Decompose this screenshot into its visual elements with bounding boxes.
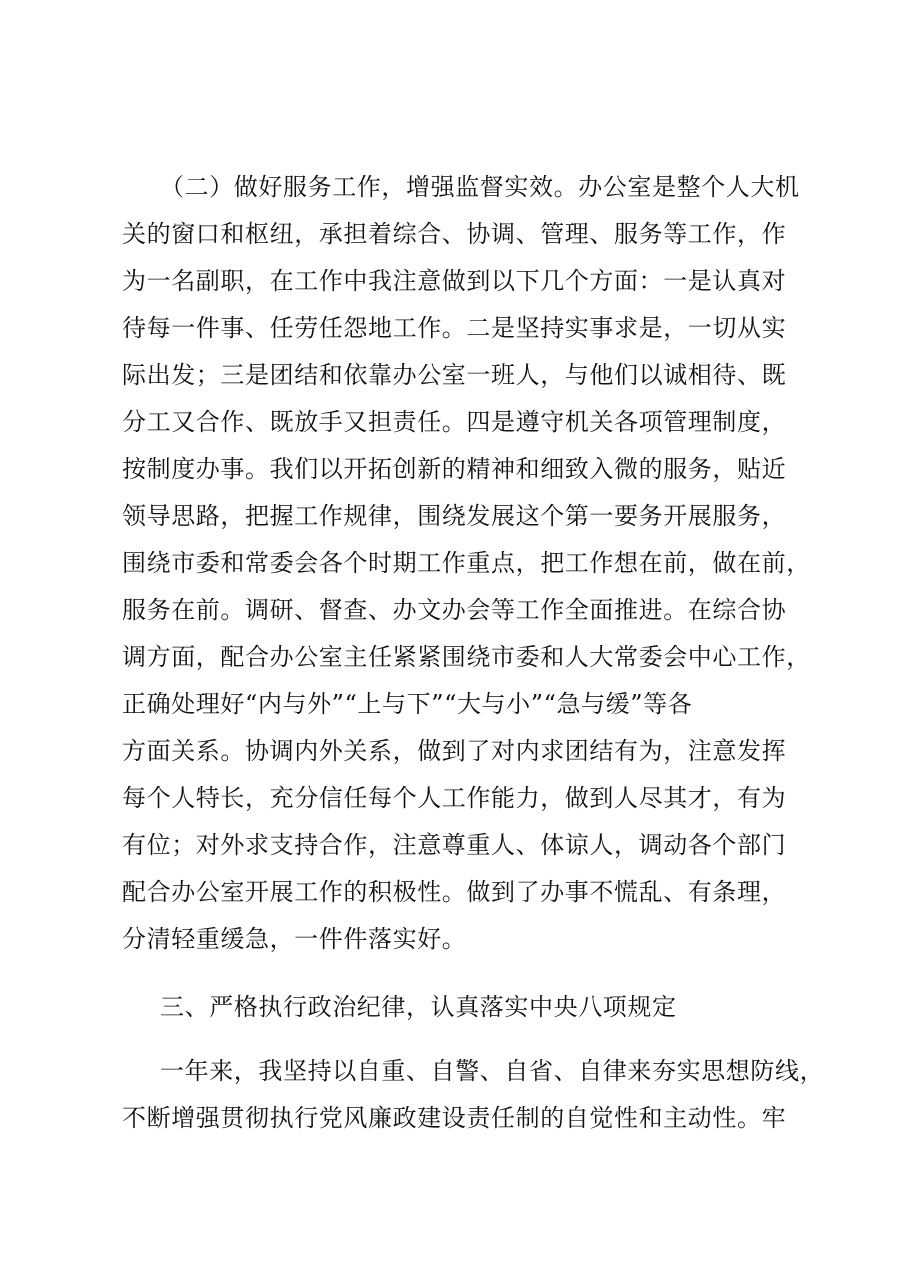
paragraph-line: 关的窗口和枢纽，承担着综合、协调、管理、服务等工作，作 — [122, 220, 787, 248]
paragraph-line: 领导思路，把握工作规律，围绕发展这个第一要务开展服务， — [122, 502, 787, 530]
paragraph-line: 不断增强贯彻执行党风廉政建设责任制的自觉性和主动性。牢 — [122, 1104, 787, 1132]
paragraph-line: 为一名副职，在工作中我注意做到以下几个方面：一是认真对 — [122, 267, 787, 295]
paragraph-line: 分工又合作、既放手又担责任。四是遵守机关各项管理制度， — [122, 408, 787, 436]
section-heading: 三、严格执行政治纪律，认真落实中央八项规定 — [160, 993, 677, 1021]
paragraph-line: 服务在前。调研、督查、办文办会等工作全面推进。在综合协 — [122, 596, 787, 624]
paragraph-line: 调方面，配合办公室主任紧紧围绕市委和人大常委会中心工作， — [122, 643, 811, 671]
paragraph-line: 围绕市委和常委会各个时期工作重点，把工作想在前，做在前， — [122, 549, 811, 577]
paragraph-line: 待每一件事、任劳任怨地工作。二是坚持实事求是，一切从实 — [122, 314, 787, 342]
paragraph-line: 每个人特长，充分信任每个人工作能力，做到人尽其才，有为 — [122, 784, 787, 812]
paragraph-line: 有位；对外求支持合作，注意尊重人、体谅人，调动各个部门 — [122, 831, 787, 859]
paragraph-line: （二）做好服务工作，增强监督实效。办公室是整个人大机 — [160, 173, 800, 201]
paragraph-line: 正确处理好“内与外”“上与下”“大与小”“急与缓”等各 — [122, 690, 693, 718]
paragraph-line: 一年来，我坚持以自重、自警、自省、自律来夯实思想防线， — [160, 1057, 825, 1085]
paragraph-line: 际出发；三是团结和依靠办公室一班人，与他们以诚相待、既 — [122, 361, 787, 389]
paragraph-line: 分清轻重缓急，一件件落实好。 — [122, 925, 467, 953]
paragraph-line: 配合办公室开展工作的积极性。做到了办事不慌乱、有条理， — [122, 878, 787, 906]
paragraph-line: 方面关系。协调内外关系，做到了对内求团结有为，注意发挥 — [122, 737, 787, 765]
paragraph-line: 按制度办事。我们以开拓创新的精神和细致入微的服务，贴近 — [122, 455, 787, 483]
